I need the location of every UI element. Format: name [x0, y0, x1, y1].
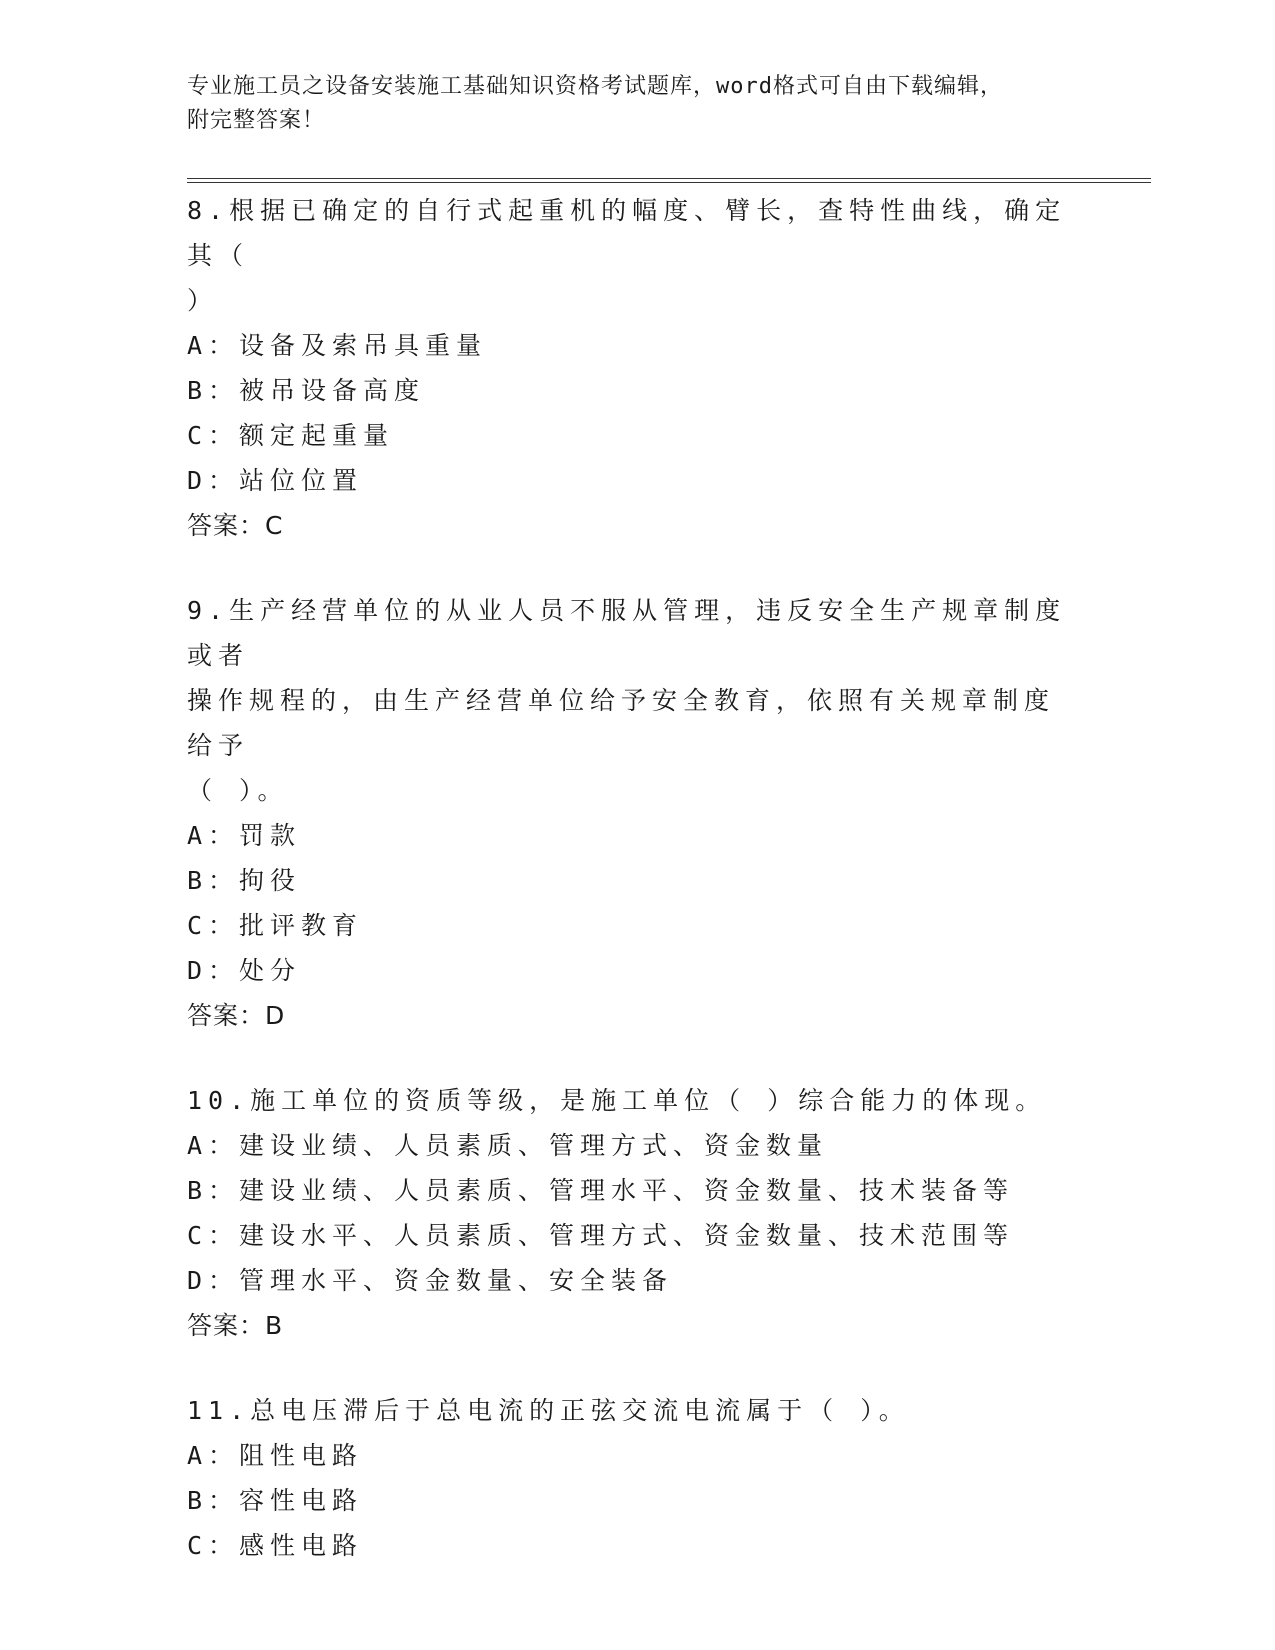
header-line-1: 专业施工员之设备安装施工基础知识资格考试题库，word格式可自由下载编辑，	[187, 74, 1003, 99]
option-c: C：额定起重量	[187, 421, 395, 450]
question-8	[187, 188, 1067, 548]
option-d: D：管理水平、资金数量、安全装备	[187, 1266, 674, 1295]
answer: 答案：D	[187, 1001, 286, 1030]
option-b: B：容性电路	[187, 1486, 364, 1515]
option-d: D：处分	[187, 956, 302, 985]
question-list	[187, 188, 1067, 1608]
option-b: B：被吊设备高度	[187, 376, 426, 405]
option-c: C：批评教育	[187, 911, 364, 940]
option-b: B：建设业绩、人员素质、管理水平、资金数量、技术装备等	[187, 1176, 1015, 1205]
question-11	[187, 1388, 1067, 1568]
option-a: A：设备及索吊具重量	[187, 331, 488, 360]
header-line-2: 附完整答案！	[187, 108, 326, 133]
question-stem: 10.施工单位的资质等级，是施工单位（ ）综合能力的体现。	[187, 1086, 1047, 1115]
question-9	[187, 588, 1067, 1038]
answer: 答案：C	[187, 511, 284, 540]
option-c: C：感性电路	[187, 1531, 364, 1560]
document-header	[187, 70, 1067, 138]
option-d: D：站位位置	[187, 466, 364, 495]
option-b: B：拘役	[187, 866, 302, 895]
answer: 答案：B	[187, 1311, 284, 1340]
option-a: A：罚款	[187, 821, 302, 850]
option-a: A：建设业绩、人员素质、管理方式、资金数量	[187, 1131, 829, 1160]
question-stem: 11.总电压滞后于总电流的正弦交流电流属于（ ）。	[187, 1396, 910, 1425]
header-divider	[187, 178, 1151, 183]
question-10	[187, 1078, 1067, 1348]
option-a: A：阻性电路	[187, 1441, 364, 1470]
option-c: C：建设水平、人员素质、管理方式、资金数量、技术范围等	[187, 1221, 1015, 1250]
question-stem: 9.生产经营单位的从业人员不服从管理，违反安全生产规章制度或者 操作规程的，由生产经营单位给予安全教育，依照有关规章制度给予 （ ）。	[187, 596, 1067, 805]
question-stem: 8.根据已确定的自行式起重机的幅度、臂长，查特性曲线，确定其（ ）	[187, 196, 1067, 315]
